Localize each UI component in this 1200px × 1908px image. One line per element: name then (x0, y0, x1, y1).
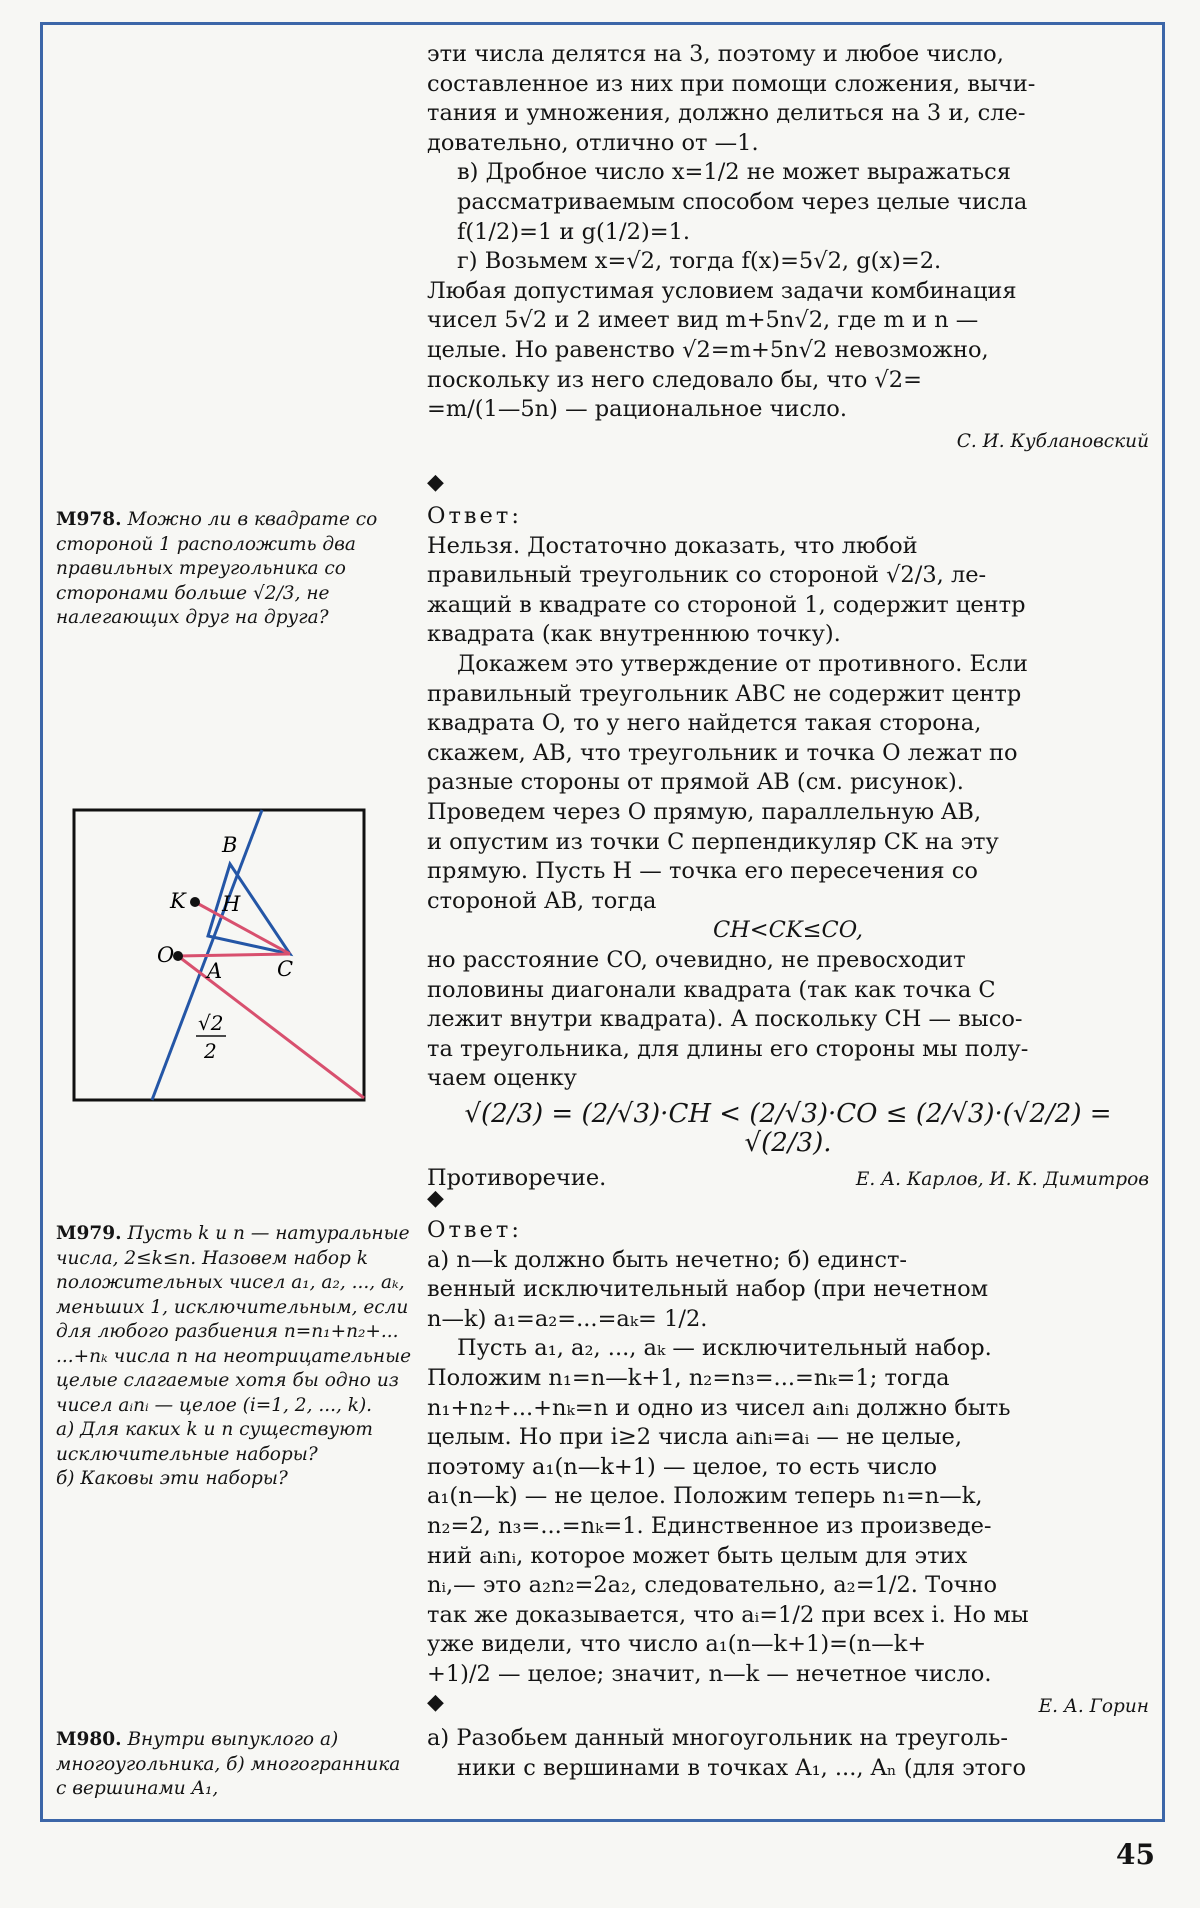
text-line: Любая допустимая условием задачи комбинация (427, 277, 1017, 304)
separator-diamond: ◆ (427, 470, 444, 495)
text-line: поэтому a₁(n—k+1) — целое, то есть число (427, 1453, 938, 1480)
text-line: та треугольника, для длины его стороны мы полу- (427, 1035, 1029, 1062)
problem-m979 (56, 1222, 414, 1492)
fraction-denominator: 2 (204, 1039, 217, 1063)
label-B: B (222, 833, 238, 857)
text-line: лежит внутри квадрата). А поскольку CH — высо- (427, 1006, 1023, 1033)
text-line: чисел 5√2 и 2 имеет вид m+5n√2, где m и n — (427, 307, 979, 334)
label-A: A (207, 959, 223, 983)
proof-m978-cont (427, 946, 1149, 1094)
signature: С. И. Кублановский (956, 430, 1149, 452)
big-formula: √(2/3) = (2/√3)·CH < (2/√3)·CO ≤ (2/√3)·(√2/2) = √(2/3). (464, 1098, 1112, 1159)
text-line: тания и умножения, должно делиться на 3 и, сле- (427, 100, 1026, 127)
text-line: ний aᵢnᵢ, которое может быть целым для этих (427, 1542, 968, 1569)
text-line: разные стороны от прямой AB (см. рисунок). (427, 769, 964, 796)
text-line: a₁(n—k) — не целое. Положим теперь n₁=n—k, (427, 1483, 983, 1510)
text-line: уже видели, что число a₁(n—k+1)=(n—k+ (427, 1631, 927, 1658)
text-line: правильный треугольник со стороной √2/3, ле- (427, 562, 987, 589)
label-K: K (170, 889, 186, 913)
question-b: б) Каковы эти наборы? (56, 1468, 288, 1489)
point-O (173, 951, 183, 961)
text-line: венный исключительный набор (при нечетном (427, 1276, 989, 1303)
text-line: а) Разобьем данный многоугольник на треуголь- (427, 1725, 1008, 1751)
answer-label: Ответ: (427, 503, 522, 529)
signature: Е. А. Горин (1038, 1695, 1149, 1717)
point-K (190, 897, 200, 907)
text-line: скажем, AB, что треугольник и точка O лежат по (427, 739, 1018, 766)
problem-text: Можно ли в квадрате со стороной 1 расположить два правильных треугольника со сторонами больше √2/3, не налегающих друг на друга? (56, 509, 378, 628)
text-line: поскольку из него следовало бы, что √2= (427, 366, 922, 393)
proof-m979 (427, 1334, 1149, 1689)
problem-m980 (56, 1728, 414, 1802)
segment-OC (178, 954, 290, 956)
text-line: целым. Но при i≥2 числа aᵢnᵢ=aᵢ — не целые, (427, 1424, 962, 1451)
text-line: =m/(1—5n) — рациональное число. (427, 396, 848, 423)
text-line (427, 502, 1149, 561)
label-C: C (277, 957, 294, 981)
problem-number: М978. (56, 509, 122, 530)
page-number: 45 (1116, 1838, 1155, 1871)
text-line: половины диагонали квадрата (так как точка C (427, 976, 996, 1003)
text-line: чаем оценку (427, 1065, 577, 1092)
separator-diamond: ◆ (427, 1186, 444, 1211)
text-line: f(1/2)=1 и g(1/2)=1. (457, 218, 691, 245)
solution-m980 (427, 1724, 1149, 1783)
text-line: квадрата (как внутреннюю точку). (427, 621, 841, 648)
signature: Е. А. Карлов, И. К. Димитров (855, 1169, 1149, 1191)
text-line: но расстояние CO, очевидно, не превосходит (427, 946, 966, 973)
continuation-text (427, 40, 1149, 158)
inequality: CH<CK≤CO, (712, 917, 864, 944)
text-line: +1)/2 — целое; значит, n—k — нечетное число. (427, 1660, 992, 1687)
text-line: Проведем через O прямую, параллельную AB, (427, 798, 982, 825)
fraction-numerator: √2 (198, 1011, 224, 1035)
answer-m978 (427, 502, 1149, 650)
contradiction: Противоречие. (427, 1165, 607, 1192)
text-line: правильный треугольник ABC не содержит центр (427, 680, 1022, 707)
solution-m978 (427, 502, 1149, 1195)
continuation-block (427, 40, 1149, 456)
text-line: составленное из них при помощи сложения, вычи- (427, 70, 1036, 97)
part-g (427, 247, 1149, 425)
problem-text: Пусть k и n — натуральные числа, 2≤k≤n. Назовем набор k положительных чисел a₁, a₂, ..., aₖ, меньших 1, исключительным, если для любого разбиения n=n₁+n₂+... ...+nₖ числа n на неотрицательные целые слагаемые хотя бы одно из чисел aᵢnᵢ — целое (i=1, 2, ..., k). (56, 1223, 412, 1416)
text-line: n—k) a₁=a₂=...=aₖ= 1/2. (427, 1305, 708, 1332)
text-line: стороной AB, тогда (427, 887, 657, 914)
label-O: O (157, 943, 175, 967)
text-line (427, 1216, 1149, 1275)
answer-m979 (427, 1216, 1149, 1334)
text-line: nᵢ,— это a₂n₂=2a₂, следовательно, a₂=1/2. Точно (427, 1572, 998, 1599)
text-line: квадрата O, то у него найдется такая сторона, (427, 710, 982, 737)
solution-m979 (427, 1216, 1149, 1721)
text-line: так же доказывается, что aᵢ=1/2 при всех i. Но мы (427, 1601, 1029, 1628)
problem-text: Внутри выпуклого а) многоугольника, б) многогранника с вершинами A₁, (56, 1729, 401, 1799)
question-a: а) Для каких k и n существуют исключительные наборы? (56, 1419, 373, 1465)
answer-text: Нельзя. Достаточно доказать, что любой (427, 532, 918, 559)
answer-text: а) n—k должно быть нечетно; б) единст- (427, 1246, 908, 1273)
problem-m978 (56, 508, 414, 631)
text-line: Положим n₁=n—k+1, n₂=n₃=...=nₖ=1; тогда (427, 1364, 950, 1391)
text-line: в) Дробное число x=1/2 не может выражаться (457, 159, 1011, 186)
text-line: Пусть a₁, a₂, ..., aₖ — исключительный набор. (457, 1335, 992, 1362)
text-line: n₁+n₂+...+nₖ=n и одно из чисел aᵢnᵢ должно быть (427, 1394, 1011, 1421)
label-H: H (222, 892, 241, 916)
answer-m980 (427, 1724, 1149, 1783)
problem-number: М979. (56, 1223, 122, 1244)
text-line: n₂=2, n₃=...=nₖ=1. Единственное из произведе- (427, 1512, 992, 1539)
text-line: и опустим из точки C перпендикуляр CK на эту (427, 828, 999, 855)
problem-number: М980. (56, 1729, 122, 1750)
text-line: рассматриваемым способом через целые числа (457, 188, 1028, 215)
text-line: г) Возьмем x=√2, тогда f(x)=5√2, g(x)=2. (457, 248, 942, 275)
proof-m978 (427, 650, 1149, 916)
text-line: целые. Но равенство √2=m+5n√2 невозможно, (427, 336, 989, 363)
triangle-abc (208, 864, 290, 954)
text-line: довательно, отлично от —1. (427, 129, 759, 156)
text-line: ники с вершинами в точках A₁, ..., Aₙ (для этого (457, 1754, 1026, 1781)
text-line: жащий в квадрате со стороной 1, содержит центр (427, 591, 1026, 618)
text-line: эти числа делятся на 3, поэтому и любое число, (427, 41, 1004, 67)
text-line: прямую. Пусть H — точка его пересечения со (427, 858, 978, 885)
geometry-figure (72, 808, 372, 1112)
square-figure (72, 808, 372, 1108)
part-v (427, 158, 1149, 247)
text-line: Докажем это утверждение от противного. Если (457, 650, 1028, 677)
separator-diamond: ◆ (427, 1690, 444, 1715)
answer-label: Ответ: (427, 1217, 522, 1243)
